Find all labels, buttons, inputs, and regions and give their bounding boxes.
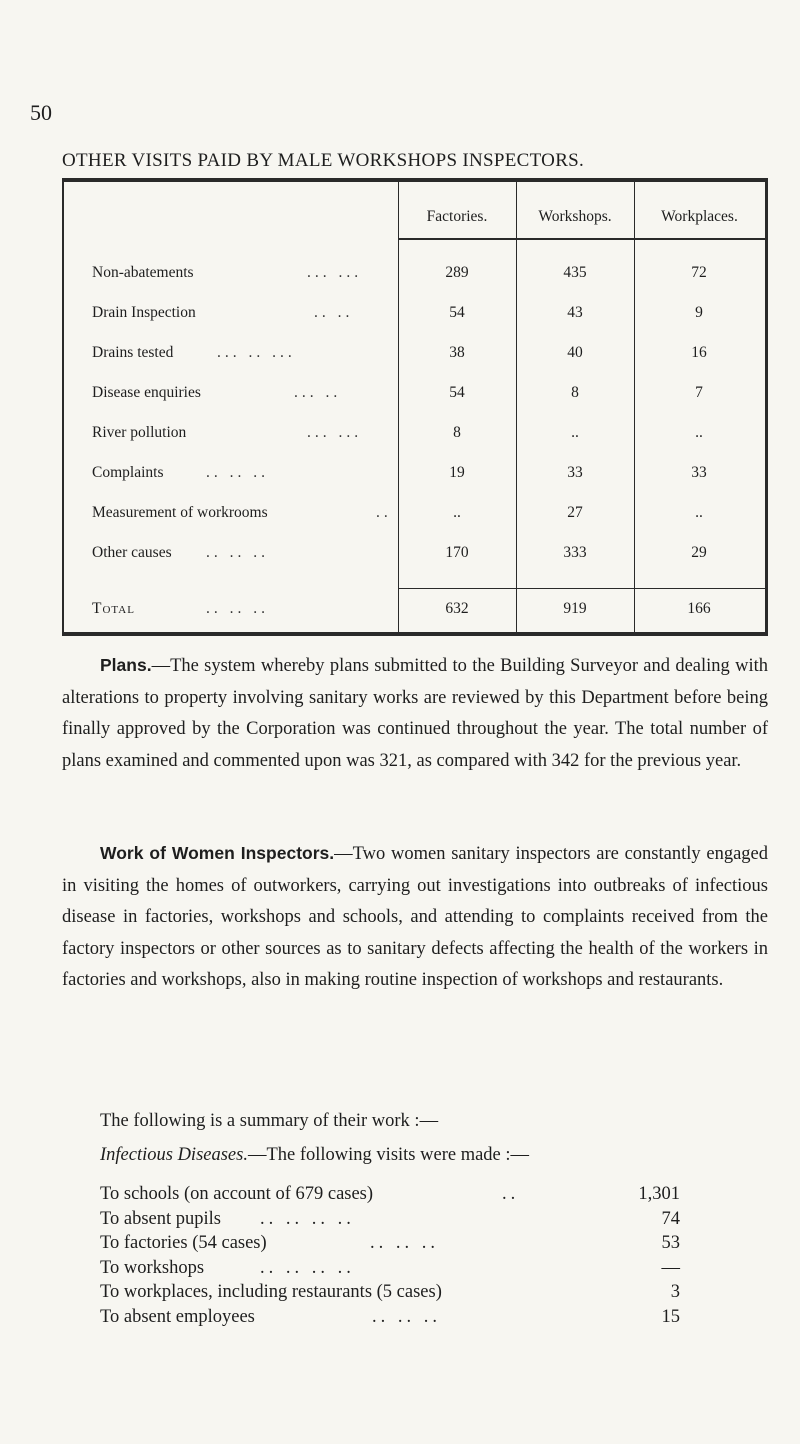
workplaces-value: 16 <box>691 344 707 361</box>
visits-list <box>100 1182 680 1329</box>
visit-label: To absent employees <box>100 1306 255 1327</box>
workplaces-value: .. <box>695 424 703 441</box>
visit-label: To schools (on account of 679 cases) <box>100 1184 374 1204</box>
list-item <box>100 1182 680 1207</box>
column-header-workplaces: Workplaces. <box>634 182 765 240</box>
workshops-value: 333 <box>563 544 587 561</box>
leader-dots: ... .. <box>294 384 342 401</box>
workplaces-value: .. <box>695 504 703 521</box>
table-row <box>64 384 765 424</box>
plans-text: —The system whereby plans submitted to the Building Surveyor and dealing with alterations to property involving sanitary works are reviewed by this Department before being finally approved by the Corporation was continued throughout the year. The total number of plans examined and commented upon was 321, as compared with 342 for the previous year. <box>62 656 768 771</box>
list-item <box>100 1256 680 1281</box>
inspection-visits-table <box>62 178 768 636</box>
visit-count: 74 <box>661 1208 680 1229</box>
summary-intro: The following is a summary of their work :— <box>100 1111 439 1131</box>
table-row <box>64 504 765 544</box>
women-inspectors-text: —Two women sanitary inspectors are constantly engaged in visiting the homes of outworkers, carrying out investigations into outbreaks of infectious disease in factories, workshops and schools, and attending to complaints received from the factory inspectors or other sources as to sanitary defects affecting the health of the workers in factories and workshops, also in making routine inspection of workshops and restaurants. <box>62 844 768 990</box>
table-row <box>64 264 765 304</box>
factories-value: 54 <box>449 304 465 321</box>
visit-count: 15 <box>661 1306 680 1327</box>
row-label: Drains tested <box>92 344 174 361</box>
row-label: Drain Inspection <box>92 304 196 321</box>
plans-paragraph <box>62 650 768 777</box>
factories-value: 170 <box>445 544 469 561</box>
workshops-value: 33 <box>567 464 583 481</box>
factories-value: 19 <box>449 464 465 481</box>
row-label: River pollution <box>92 424 187 441</box>
infectious-diseases-line <box>100 1140 780 1172</box>
visit-count: — <box>661 1257 680 1278</box>
visit-label: To workshops <box>100 1257 205 1278</box>
leader-dots: .. .. .. <box>206 600 269 617</box>
women-inspectors-heading: Work of Women Inspectors. <box>100 843 335 863</box>
factories-value: 289 <box>445 264 469 281</box>
factories-value: 38 <box>449 344 465 361</box>
leader-dots: ... .. ... <box>217 344 296 361</box>
column-header-factories: Factories. <box>398 182 516 240</box>
workplaces-value: 9 <box>695 304 703 321</box>
table-row <box>64 544 765 584</box>
leader-dots: .. .. .. .. <box>260 1257 355 1278</box>
list-item <box>100 1231 680 1256</box>
row-label: Other causes <box>92 544 172 561</box>
workplaces-total: 166 <box>687 600 711 617</box>
workshops-value: 27 <box>567 504 583 521</box>
women-inspectors-paragraph <box>62 838 768 997</box>
list-item <box>100 1207 680 1232</box>
leader-dots: .. .. .. .. <box>260 1208 355 1229</box>
factories-value: 8 <box>453 424 461 441</box>
leader-dots: .. <box>502 1184 520 1204</box>
column-header-workshops: Workshops. <box>516 182 634 240</box>
table-row-total <box>64 600 765 640</box>
plans-heading: Plans. <box>100 655 152 675</box>
table-row <box>64 304 765 344</box>
workplaces-value: 7 <box>695 384 703 401</box>
leader-dots: .. .. .. <box>372 1306 441 1327</box>
leader-dots: ... ... <box>307 264 363 281</box>
list-item <box>100 1305 680 1330</box>
total-rule <box>398 588 765 589</box>
leader-dots: .. .. <box>314 304 354 321</box>
visit-label: To workplaces, including restaurants (5 cases) <box>100 1282 442 1302</box>
table-row <box>64 464 765 504</box>
factories-value: 54 <box>449 384 465 401</box>
workshops-value: 43 <box>567 304 583 321</box>
leader-dots: .. <box>376 504 392 521</box>
visit-count: 53 <box>661 1233 680 1253</box>
row-label: Complaints <box>92 464 164 481</box>
row-label: Disease enquiries <box>92 384 201 401</box>
factories-value: .. <box>453 504 461 521</box>
visit-count: 3 <box>670 1282 680 1302</box>
workshops-value: 435 <box>563 264 587 281</box>
table-title: OTHER VISITS PAID BY MALE WORKSHOPS INSPECTORS. <box>62 150 585 171</box>
table-row <box>64 344 765 384</box>
table-row <box>64 424 765 464</box>
workplaces-value: 72 <box>691 264 707 281</box>
visit-label: To factories (54 cases) <box>100 1233 267 1253</box>
row-label: Non-abatements <box>92 264 194 281</box>
leader-dots: .. .. .. <box>206 464 269 481</box>
visit-count: 1,301 <box>638 1184 680 1204</box>
factories-total: 632 <box>445 600 469 617</box>
workplaces-value: 29 <box>691 544 707 561</box>
leader-dots: .. .. .. <box>370 1233 439 1253</box>
workshops-total: 919 <box>563 600 587 617</box>
leader-dots: .. .. .. <box>206 544 269 561</box>
infectious-diseases-text: —The following visits were made :— <box>247 1145 530 1165</box>
infectious-diseases-heading: Infectious Diseases. <box>100 1145 248 1165</box>
leader-dots: ... ... <box>307 424 363 441</box>
page-number: 50 <box>30 100 52 125</box>
total-label: Total <box>92 600 135 617</box>
workshops-value: .. <box>571 424 579 441</box>
visit-label: To absent pupils <box>100 1208 221 1229</box>
list-item <box>100 1280 680 1305</box>
workshops-value: 8 <box>571 384 579 401</box>
workshops-value: 40 <box>567 344 583 361</box>
workplaces-value: 33 <box>691 464 707 481</box>
row-label: Measurement of workrooms <box>92 504 268 521</box>
